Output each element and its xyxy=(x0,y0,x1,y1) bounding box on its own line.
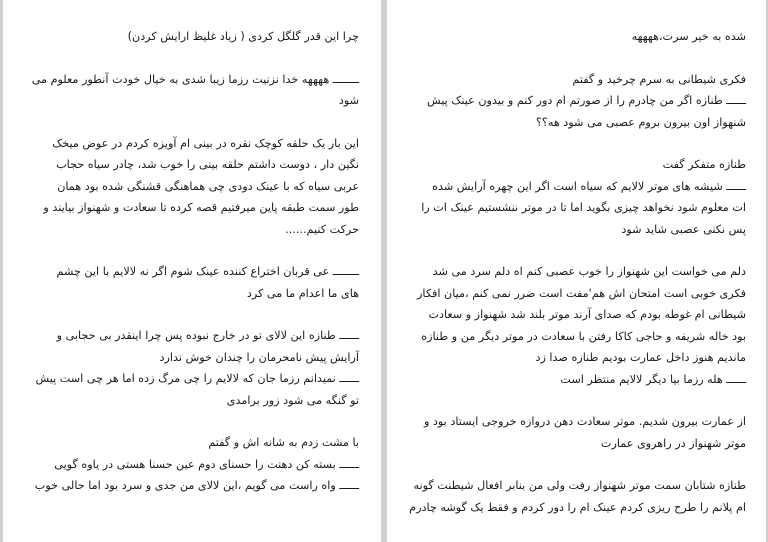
right-p2-line3: ات معلوم شود نخواهد چیزی بگوید اما تا در موتر ننشستیم عینک ات را xyxy=(421,201,746,214)
right-p3-line2: فکری خوبی است امتحان اش هم'مفت است ضرر نمی کنم ،میان افکار xyxy=(417,286,746,300)
left-p2-line5: حرکت کنیم...... xyxy=(285,222,359,236)
left-p5-line1: با مشت زدم به شانه اش و گفتم xyxy=(208,436,359,449)
left-p4-line2: آرایش پیش نامحرمان را چندان خوش ندارد xyxy=(159,350,359,364)
right-p4-line2: موتر شهنواز در راهروی عمارت xyxy=(600,436,746,450)
left-page xyxy=(3,0,381,542)
right-p1-line1: فکری شیطانی به سرم چرخید و گفتم xyxy=(572,72,746,86)
left-p5-line2: ــــــ بسته کن دهنت را حسنای دوم عین حسنا هستی در یاوه گویی xyxy=(54,457,359,471)
right-p2-line1: طنازه متفکر گفت xyxy=(662,158,746,171)
left-title: چرا این قدر گلگل کردی ( زیاد غلیظ ارایش کردن) xyxy=(127,30,359,43)
right-p1-line3: شنهواز اون بیرون بروم عصبی می شود هه؟؟ xyxy=(535,115,746,129)
left-p2-line3: عربی سیاه که با عینک دودی چی هماهنگی قشنگی شده بود همان xyxy=(57,179,359,193)
right-p5-line1: طنازه شتابان سمت موتر شهنواز رفت ولی من بنابر افعال شیطنت گونه xyxy=(413,479,746,492)
right-p4-line1: از عمارت بیرون شدیم. موتر سعادت دهن دروازه خروجی ایستاد بود و xyxy=(423,415,746,428)
left-p3-line1: ــــــــ عی قربان اختراع کننده عینک شوم اگر نه لالایم با این چشم xyxy=(56,265,359,278)
left-p4-line4: تو گنگه می شود زور برامدی xyxy=(226,393,359,407)
right-p5-line2: ام پلانم را طرح ریزی کردم عینک ام را دور کردم و فقط یک گوشه چادرم xyxy=(409,500,746,514)
left-p4-line1: ــــــ طنازه این لالای تو در خارج نبوده پس چرا اینقدر بی حجابی و xyxy=(56,329,359,342)
right-p2-line4: پس نکنی عصبی شاید شود xyxy=(621,222,746,236)
left-p2-line1: این بار یک حلقه کوچک نقره در بینی ام آویزه کردم در عوض میخک xyxy=(52,136,359,150)
right-p3-line3: شیطانی ام غوطه بودم که صدای آرند موتر بلند شد شهنواز و سعادت xyxy=(428,308,746,321)
left-p2-line2: نگین دار ، دوست داشتم حلقه بینی را خوب شد، چادر سیاه حجاب xyxy=(56,158,359,171)
right-p0-line1: شده به خیر سرت،ههههه xyxy=(631,30,746,43)
right-p1-line2: ــــــ طنازه اگر من چادرم را از صورتم ام دور کنم و بیدون عینک پیش xyxy=(427,94,746,107)
left-p3-line2: های ما اعدام ما می کرد xyxy=(246,286,359,300)
left-p2-line4: طور سمت طبقه پاین میرفتیم قصه کرده تا سعادت و شهنواز بیایند و xyxy=(43,201,359,214)
left-p1-line2: شود xyxy=(338,94,359,107)
left-p5-line3: ــــــ واه راست می گویم ،این لالای من جدی و سرد بود اما حالی خوب xyxy=(34,479,359,492)
right-page xyxy=(387,0,766,542)
left-p4-line3: ــــــ نمیدانم رزما جان که لالایم را چی مرگ زده اما هر چی است پیش xyxy=(35,372,359,385)
right-p3-line6: ــــــ هله رزما بیا دیگر لالایم منتظر است xyxy=(560,372,746,386)
left-p1-line1: ــــــــ ههههه خدا نزنیت رزما زیبا شدی به خیال خودت آنطور معلوم می xyxy=(31,72,359,86)
right-p3-line5: ماندیم هنوز داخل عمارت بودیم طنازه صدا زد xyxy=(535,351,746,364)
right-p3-line1: دلم می خواست این شهنواز را خوب عصبی کنم اه دلم سرد می شد xyxy=(432,265,746,278)
right-p3-line4: بود خاله شریفه و حاجی کاکا رفتن با سعادت در موتر دیگر من و طنازه xyxy=(421,329,746,343)
right-p2-line2: ــــــ شیشه های موتر لالایم که سیاه است اگر این چهره آرایش شده xyxy=(432,179,746,193)
